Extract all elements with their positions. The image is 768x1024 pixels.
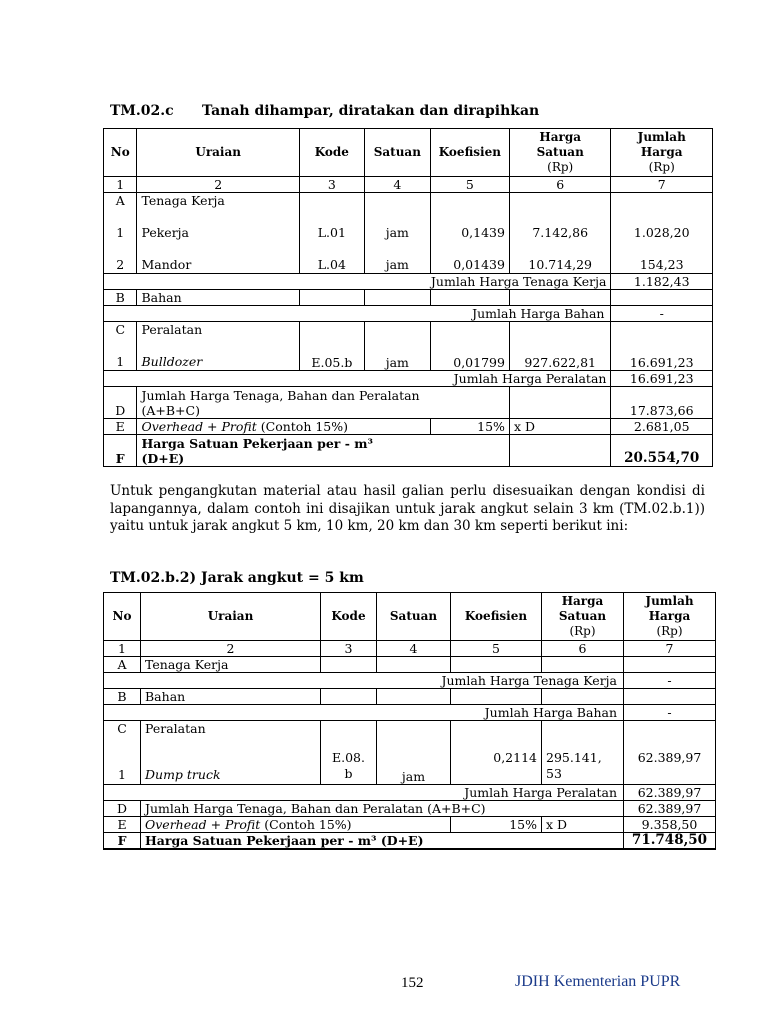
category-label: Peralatan [145, 721, 206, 736]
table-row: B Bahan [104, 689, 716, 705]
item-label: Bulldozer [141, 354, 203, 369]
item-label: Mandor [141, 257, 192, 272]
column-number-row: 1 2 3 4 5 6 7 [104, 177, 713, 193]
section-code: TM.02.c [110, 103, 174, 119]
header-satuan: Satuan [364, 129, 430, 177]
category-label: Bahan [141, 689, 321, 705]
section-heading: Tanah dihampar, diratakan dan dirapihkan [202, 103, 540, 119]
table-row [104, 371, 713, 387]
header-jumlah-harga: Jumlah Harga (Rp) [624, 593, 716, 641]
table-row: A Tenaga Kerja [104, 657, 716, 673]
table-row [104, 785, 716, 801]
item-label: Pekerja [141, 225, 190, 240]
subtotal-value: - [624, 705, 716, 721]
table-row [104, 705, 716, 721]
header-no: No [104, 593, 141, 641]
table-row: C 1 Peralatan Dump truck E.08. b jam 0,2114 295.141, 53 62.389,97 [104, 721, 716, 785]
table-row [104, 306, 713, 322]
table-row: E Overhead + Profit (Contoh 15%) 15% x D 2.681,05 [104, 419, 713, 435]
section-title-tm02b2: TM.02.b.2) Jarak angkut = 5 km [110, 570, 364, 586]
publisher-label: JDIH Kementerian PUPR [515, 973, 681, 990]
subtotal-label: Jumlah Harga Peralatan [104, 371, 611, 387]
table-row: F Harga Satuan Pekerjaan per - m³ (D+E) 20.554,70 [104, 435, 713, 467]
subtotal-value: - [611, 306, 713, 322]
cost-table-tm02c [103, 128, 713, 467]
table-row: A 1 2 Tenaga Kerja Pekerja Mandor L.01 L.04 jam jam 0,1439 0,01439 7.142,86 10.714,29 1.028,20 154,23 [104, 193, 713, 274]
table-row [104, 673, 716, 689]
header-jumlah-harga: Jumlah Harga (Rp) [611, 129, 713, 177]
subtotal-label: Jumlah Harga Tenaga Kerja [104, 274, 611, 290]
section-title-tm02c [110, 103, 539, 119]
header-harga-satuan: Harga Satuan (Rp) [509, 129, 611, 177]
body-paragraph: Untuk pengangkutan material atau hasil galian perlu disesuaikan dengan kondisi di lapangannya, dalam contoh ini disajikan untuk jarak angkut selain 3 km (TM.02.b.1)) yaitu untuk jarak angkut 5 km, 10 km, 20 km dan 30 km seperti berikut ini: [110, 483, 705, 534]
table-row: C 1 Peralatan Bulldozer E.05.b jam 0,01799 927.622,81 16.691,23 [104, 322, 713, 371]
category-label: Tenaga Kerja [141, 657, 321, 673]
header-satuan: Satuan [377, 593, 451, 641]
row-no: 1 [116, 225, 125, 240]
header-harga-satuan: Harga Satuan (Rp) [542, 593, 624, 641]
row-no: 2 [116, 257, 125, 272]
row-no: A [115, 193, 125, 208]
header-kode: Kode [299, 129, 364, 177]
header-uraian: Uraian [137, 129, 299, 177]
page-number: 152 [401, 975, 424, 991]
table-row: F Harga Satuan Pekerjaan per - m³ (D+E) 71.748,50 [104, 833, 716, 850]
header-koefisien: Koefisien [451, 593, 542, 641]
item-label: Dump truck [145, 767, 221, 782]
category-label: Peralatan [141, 322, 203, 337]
category-label: Tenaga Kerja [141, 193, 225, 208]
header-no: No [104, 129, 137, 177]
header-koefisien: Koefisien [430, 129, 509, 177]
table-row: D Jumlah Harga Tenaga, Bahan dan Peralatan (A+B+C) 17.873,66 [104, 387, 713, 419]
subtotal-label: Jumlah Harga Bahan [104, 705, 624, 721]
subtotal-label: Jumlah Harga Tenaga Kerja [104, 673, 624, 689]
subtotal-value: 62.389,97 [624, 785, 716, 801]
table-row: B Bahan [104, 290, 713, 306]
header-kode: Kode [321, 593, 377, 641]
category-label: Bahan [137, 290, 299, 306]
table-row [104, 274, 713, 290]
table-row: D Jumlah Harga Tenaga, Bahan dan Peralatan (A+B+C) 62.389,97 [104, 801, 716, 817]
table-row: E Overhead + Profit (Contoh 15%) 15% x D 9.358,50 [104, 817, 716, 833]
subtotal-label: Jumlah Harga Peralatan [104, 785, 624, 801]
cost-table-tm02b2 [103, 592, 716, 850]
subtotal-value: - [624, 673, 716, 689]
subtotal-label: Jumlah Harga Bahan [104, 306, 611, 322]
subtotal-value: 1.182,43 [611, 274, 713, 290]
column-number-row: 1 2 3 4 5 6 7 [104, 641, 716, 657]
subtotal-value: 16.691,23 [611, 371, 713, 387]
header-uraian: Uraian [141, 593, 321, 641]
